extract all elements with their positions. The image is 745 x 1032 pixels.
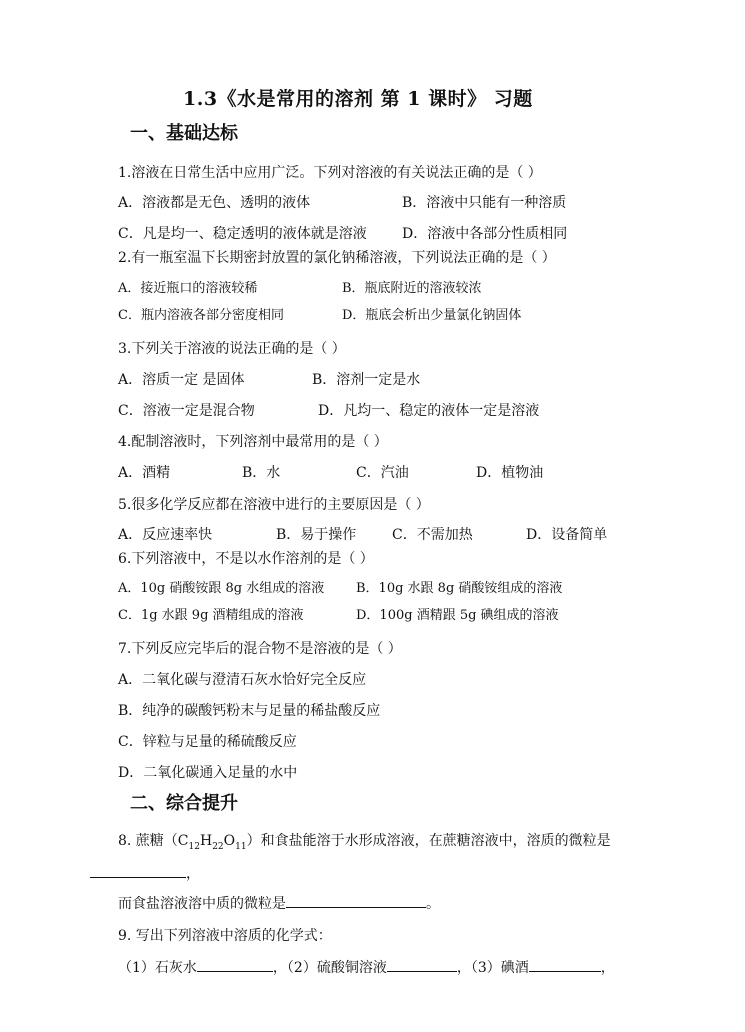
question-4-option-d: D．植物油 xyxy=(476,465,544,481)
answer-blank-salt-particle[interactable] xyxy=(286,893,426,908)
question-3-option-b: B．溶剂一定是水 xyxy=(312,372,421,388)
question-5-option-c: C．不需加热 xyxy=(392,527,473,543)
formula-h: H xyxy=(199,833,213,849)
question-7-option-a: A．二氧化碳与澄清石灰水恰好完全反应 xyxy=(118,672,367,688)
question-1-stem: 1.溶液在日常生活中应用广泛。下列对溶液的有关说法正确的是（ ） xyxy=(118,165,542,181)
question-4-option-c: C．汽油 xyxy=(356,465,409,481)
question-4-stem: 4.配制溶液时，下列溶剂中最常用的是（ ） xyxy=(118,434,388,450)
question-3-option-a: A．溶质一定 是固体 xyxy=(118,372,245,388)
formula-subscript-c: 12 xyxy=(188,841,200,852)
question-7-option-b: B．纯净的碳酸钙粉末与足量的稀盐酸反应 xyxy=(118,703,381,719)
question-2-option-b: B．瓶底附近的溶液较浓 xyxy=(342,281,482,296)
question-6-option-b: B．10g 水跟 8g 硝酸铵组成的溶液 xyxy=(356,581,563,596)
question-8-rest: ）和食盐能溶于水形成溶液，在蔗糖溶液中，溶质的微粒是 xyxy=(246,833,611,849)
question-1-option-a: A．溶液都是无色、透明的液体 xyxy=(118,195,311,211)
question-8-line-1 xyxy=(118,830,611,852)
question-7-option-d: D．二氧化碳通入足量的水中 xyxy=(118,765,298,781)
question-9-part-3: ，（3）碘酒 xyxy=(456,960,529,976)
answer-blank-copper-sulfate[interactable] xyxy=(387,957,457,972)
question-9-part-1: （1）石灰水 xyxy=(118,960,197,976)
question-9-end: ， xyxy=(600,960,615,976)
document-title: 1.3《水是常用的溶剂 第 1 课时》 习题 xyxy=(183,88,533,110)
question-8-line-2 xyxy=(90,863,200,883)
question-2-stem: 2.有一瓶室温下长期密封放置的氯化钠稀溶液，下列说法正确的是（ ） xyxy=(118,250,556,266)
question-6-option-c: C．1g 水跟 9g 酒精组成的溶液 xyxy=(118,608,304,623)
question-4-option-b: B．水 xyxy=(242,465,281,481)
question-8-line-3 xyxy=(118,893,440,913)
question-2-option-a: A．接近瓶口的溶液较稀 xyxy=(118,281,258,296)
section-heading-advanced: 二、综合提升 xyxy=(130,793,238,814)
question-7-option-c: C．锌粒与足量的稀硫酸反应 xyxy=(118,734,297,750)
question-9-answers xyxy=(118,957,615,977)
question-9-stem: 9. 写出下列溶液中溶质的化学式： xyxy=(118,928,332,944)
question-5-option-b: B．易于操作 xyxy=(276,527,357,543)
answer-blank-sucrose-particle[interactable] xyxy=(90,863,186,878)
question-6-option-a: A．10g 硝酸铵跟 8g 水组成的溶液 xyxy=(118,581,325,596)
question-1-option-d: D．溶液中各部分性质相同 xyxy=(402,226,568,242)
question-5-stem: 5.很多化学反应都在溶液中进行的主要原因是（ ） xyxy=(118,497,430,513)
question-1-option-b: B．溶液中只能有一种溶质 xyxy=(402,195,567,211)
question-7-stem: 7.下列反应完毕后的混合物不是溶液的是（ ） xyxy=(118,641,402,657)
formula-subscript-o: 11 xyxy=(235,841,247,852)
question-4-option-a: A．酒精 xyxy=(118,465,171,481)
question-8-line-3-lead: 而食盐溶液溶中质的微粒是 xyxy=(118,896,286,912)
question-3-option-d: D．凡均一、稳定的液体一定是溶液 xyxy=(318,403,540,419)
question-8-lead: 8. 蔗糖（C xyxy=(118,833,189,849)
formula-o: O xyxy=(223,833,236,849)
answer-blank-limewater[interactable] xyxy=(197,957,273,972)
section-heading-basic: 一、基础达标 xyxy=(130,123,238,144)
question-2-option-c: C．瓶内溶液各部分密度相同 xyxy=(118,308,284,323)
question-6-stem: 6.下列溶液中，不是以水作溶剂的是（ ） xyxy=(118,551,374,567)
question-3-option-c: C．溶液一定是混合物 xyxy=(118,403,255,419)
answer-blank-iodine-tincture[interactable] xyxy=(529,957,601,972)
question-9-part-2: ，（2）硫酸铜溶液 xyxy=(272,960,387,976)
question-8-line-3-end: 。 xyxy=(426,896,440,912)
question-1-option-c: C．凡是均一、稳定透明的液体就是溶液 xyxy=(118,226,367,242)
question-3-stem: 3.下列关于溶液的说法正确的是（ ） xyxy=(118,341,346,357)
question-5-option-a: A．反应速率快 xyxy=(118,527,213,543)
question-8-line-2-end: ， xyxy=(186,866,200,882)
question-5-option-d: D．设备简单 xyxy=(526,527,608,543)
question-6-option-d: D．100g 酒精跟 5g 碘组成的溶液 xyxy=(356,608,559,623)
formula-subscript-h: 22 xyxy=(212,841,224,852)
question-2-option-d: D．瓶底会析出少量氯化钠固体 xyxy=(342,308,522,323)
